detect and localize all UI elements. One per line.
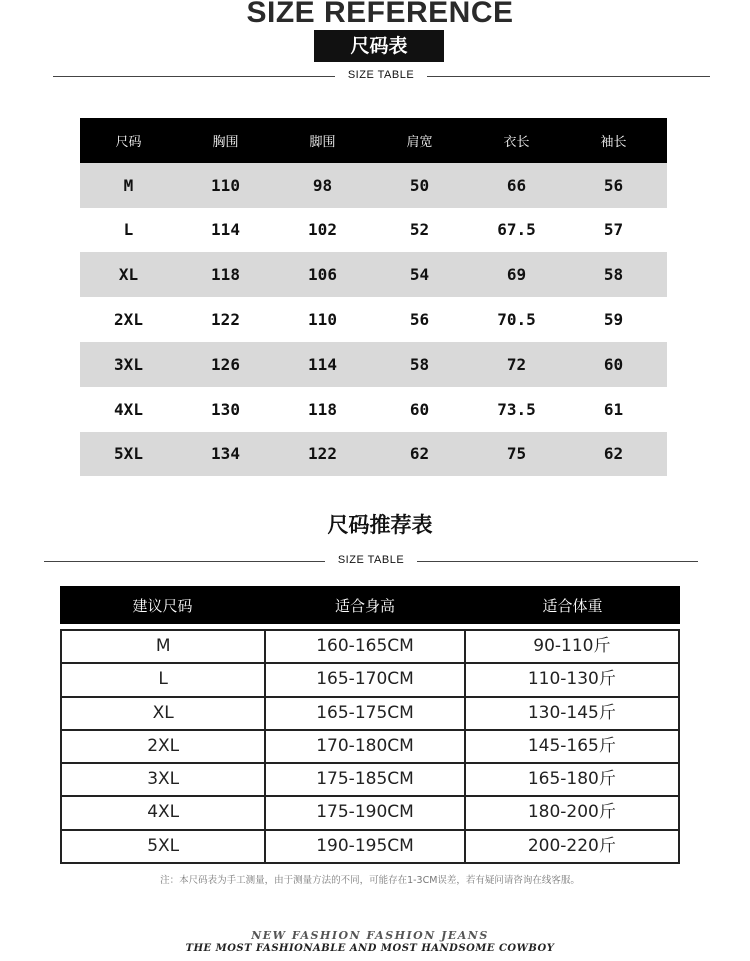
table-cell: 190-195CM xyxy=(266,831,465,862)
table-cell: 5XL xyxy=(62,831,266,862)
table-cell: 57 xyxy=(603,220,624,240)
column-header: 适合身高 xyxy=(334,596,395,615)
table-cell: 98 xyxy=(312,175,333,195)
table-cell: M xyxy=(123,175,134,195)
table-cell: 3XL xyxy=(114,354,143,374)
table-cell: 200-220斤 xyxy=(466,831,680,862)
recommendation-title: 尺码推荐表 xyxy=(327,512,433,537)
table-cell: 90-110斤 xyxy=(466,631,680,662)
table-cell: 3XL xyxy=(62,764,266,795)
table-cell: 54 xyxy=(409,265,430,285)
table-row xyxy=(80,387,667,432)
measurement-note: 注：本尺码表为手工测量，由于测量方法的不同，可能存在1-3CM误差，若有疑问请咨询在线客服。 xyxy=(160,875,580,886)
size-recommendation-table xyxy=(60,586,680,864)
table-row xyxy=(80,297,667,342)
table-row xyxy=(80,163,667,208)
table-cell: 145-165斤 xyxy=(466,731,680,762)
table-cell: 58 xyxy=(409,354,430,374)
table-cell: XL xyxy=(118,265,139,285)
table-cell: 106 xyxy=(308,265,337,285)
table-cell: 2XL xyxy=(62,731,266,762)
table-row xyxy=(62,764,680,797)
table-row xyxy=(80,342,667,387)
table-cell: L xyxy=(123,220,134,240)
table-cell: 62 xyxy=(409,444,430,464)
table-cell: 118 xyxy=(211,265,240,285)
table-row xyxy=(62,731,680,764)
table-row xyxy=(62,631,680,664)
table-cell: 72 xyxy=(506,354,527,374)
table-cell: 52 xyxy=(409,220,430,240)
table-cell: 4XL xyxy=(62,797,266,828)
size-measurement-table xyxy=(80,118,667,476)
footer-slogan: THE MOST FASHIONABLE AND MOST HANDSOME COWBOY xyxy=(185,943,555,954)
table-cell: 165-180斤 xyxy=(466,764,680,795)
table-cell: 114 xyxy=(211,220,240,240)
table-cell: 73.5 xyxy=(497,399,536,419)
recommendation-subtitle: SIZE TABLE xyxy=(325,554,417,566)
table-cell: 134 xyxy=(211,444,240,464)
table-cell: 102 xyxy=(308,220,337,240)
table-cell: 130 xyxy=(211,399,240,419)
table-cell: 160-165CM xyxy=(266,631,465,662)
table-cell: 110 xyxy=(308,310,337,330)
table-cell: 75 xyxy=(506,444,527,464)
table-cell: 60 xyxy=(603,354,624,374)
size-table-subtitle: SIZE TABLE xyxy=(335,69,427,81)
table-cell: 2XL xyxy=(114,310,143,330)
table-cell: 122 xyxy=(308,444,337,464)
table-cell: 5XL xyxy=(114,444,143,464)
table-cell: 165-170CM xyxy=(266,664,465,695)
column-header: 胸围 xyxy=(212,134,239,150)
table-row xyxy=(62,831,680,864)
table-header-row xyxy=(60,586,680,624)
table-cell: 58 xyxy=(603,265,624,285)
column-header: 肩宽 xyxy=(406,134,433,150)
table-cell: 67.5 xyxy=(497,220,536,240)
column-header: 尺码 xyxy=(115,134,142,150)
table-cell: 70.5 xyxy=(497,310,536,330)
table-cell: 118 xyxy=(308,399,337,419)
table-body xyxy=(60,629,680,864)
table-cell: 175-185CM xyxy=(266,764,465,795)
table-row xyxy=(80,208,667,253)
column-header: 脚围 xyxy=(309,134,336,150)
table-row xyxy=(62,698,680,731)
column-header: 衣长 xyxy=(503,134,530,150)
column-header: 袖长 xyxy=(600,134,627,150)
footer-tagline: NEW FASHION FASHION JEANS xyxy=(251,929,489,942)
table-cell: 56 xyxy=(603,175,624,195)
table-cell: 122 xyxy=(211,310,240,330)
table-cell: 56 xyxy=(409,310,430,330)
table-cell: XL xyxy=(62,698,266,729)
table-cell: 69 xyxy=(506,265,527,285)
table-cell: 114 xyxy=(308,354,337,374)
table-cell: 60 xyxy=(409,399,430,419)
table-row xyxy=(62,664,680,697)
table-cell: 62 xyxy=(603,444,624,464)
table-cell: 130-145斤 xyxy=(466,698,680,729)
table-cell: 66 xyxy=(506,175,527,195)
table-row xyxy=(80,252,667,297)
table-row xyxy=(80,432,667,477)
table-cell: M xyxy=(62,631,266,662)
table-cell: 110 xyxy=(211,175,240,195)
table-header-row xyxy=(80,118,667,163)
table-cell: 61 xyxy=(603,399,624,419)
table-cell: 170-180CM xyxy=(266,731,465,762)
table-cell: 180-200斤 xyxy=(466,797,680,828)
table-cell: 59 xyxy=(603,310,624,330)
page-title: SIZE REFERENCE xyxy=(246,0,514,29)
table-cell: 4XL xyxy=(114,399,143,419)
table-cell: 165-175CM xyxy=(266,698,465,729)
column-header: 适合体重 xyxy=(542,596,603,615)
table-cell: 126 xyxy=(211,354,240,374)
table-row xyxy=(62,797,680,830)
column-header: 建议尺码 xyxy=(132,596,193,615)
table-cell: L xyxy=(62,664,266,695)
chinese-title-badge: 尺码表 xyxy=(314,30,444,62)
table-cell: 110-130斤 xyxy=(466,664,680,695)
table-cell: 175-190CM xyxy=(266,797,465,828)
table-cell: 50 xyxy=(409,175,430,195)
